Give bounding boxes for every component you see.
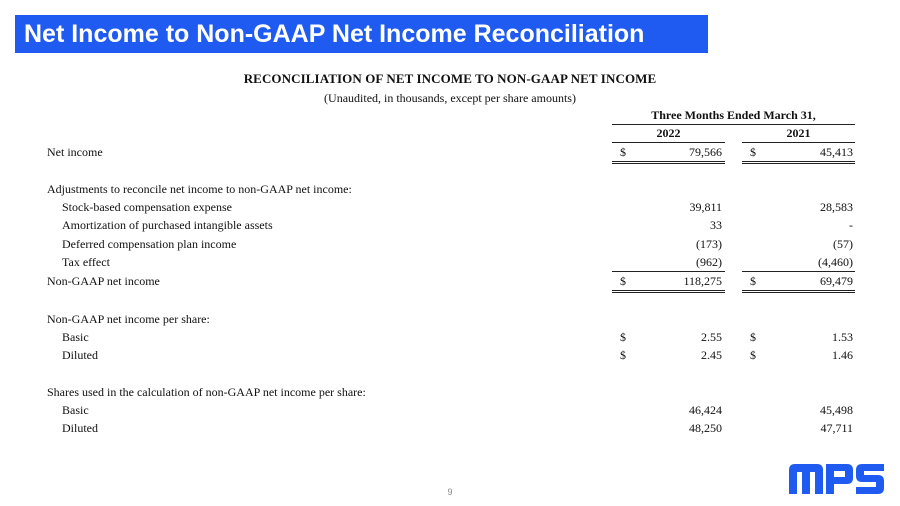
row-shares-basic [0, 401, 900, 419]
year-header-2022: 2022 [612, 126, 725, 143]
page-number: 9 [447, 487, 453, 497]
row-label: Basic [62, 330, 89, 344]
value-2021: 1.46 [832, 348, 853, 362]
row-tax-effect [0, 253, 900, 271]
currency-symbol: $ [750, 330, 756, 344]
row-per-share-basic [0, 328, 900, 346]
value-2022: (173) [696, 237, 722, 251]
value-2022: 79,566 [689, 145, 722, 159]
row-non-gaap-net-income [0, 272, 900, 290]
currency-symbol: $ [750, 274, 756, 288]
value-2021: (4,460) [818, 255, 853, 269]
year-header-2021: 2021 [742, 126, 855, 143]
row-label: Non-GAAP net income [47, 274, 160, 288]
double-rule [742, 290, 855, 293]
currency-symbol: $ [750, 145, 756, 159]
value-2021: - [849, 218, 853, 232]
value-2022: 2.55 [701, 330, 722, 344]
period-header: Three Months Ended March 31, [612, 108, 855, 125]
value-2021: 47,711 [820, 421, 853, 435]
row-shares-header [0, 383, 900, 401]
value-2021: 28,583 [820, 200, 853, 214]
value-2021: 45,413 [820, 145, 853, 159]
value-2022: 2.45 [701, 348, 722, 362]
row-label: Diluted [62, 421, 98, 435]
row-label: Deferred compensation plan income [62, 237, 237, 251]
value-2021: 69,479 [820, 274, 853, 288]
currency-symbol: $ [750, 348, 756, 362]
row-net-income [0, 143, 900, 161]
row-label: Net income [47, 145, 103, 159]
row-shares-diluted [0, 419, 900, 437]
value-2022: 33 [710, 218, 722, 232]
row-stock-based-compensation [0, 198, 900, 216]
row-label: Stock-based compensation expense [62, 200, 232, 214]
value-2022: 48,250 [689, 421, 722, 435]
table-heading: RECONCILIATION OF NET INCOME TO NON-GAAP NET INCOME [243, 71, 657, 86]
row-deferred-compensation [0, 235, 900, 253]
value-2021: 1.53 [832, 330, 853, 344]
value-2022: 46,424 [689, 403, 722, 417]
value-2021: 45,498 [820, 403, 853, 417]
section-label: Non-GAAP net income per share: [47, 312, 210, 326]
row-label: Tax effect [62, 255, 110, 269]
row-per-share-header [0, 310, 900, 328]
row-label: Amortization of purchased intangible assets [62, 218, 273, 232]
value-2021: (57) [833, 237, 853, 251]
mps-logo [789, 464, 884, 494]
slide-title: Net Income to Non-GAAP Net Income Reconciliation [15, 15, 708, 53]
row-amortization [0, 216, 900, 234]
value-2022: (962) [696, 255, 722, 269]
currency-symbol: $ [620, 330, 626, 344]
double-rule [612, 290, 725, 293]
double-rule [612, 161, 725, 164]
section-label: Adjustments to reconcile net income to non-GAAP net income: [47, 182, 352, 196]
row-per-share-diluted [0, 346, 900, 364]
value-2022: 118,275 [683, 274, 722, 288]
section-label: Shares used in the calculation of non-GAAP net income per share: [47, 385, 366, 399]
table-subheading: (Unaudited, in thousands, except per share amounts) [324, 91, 576, 105]
row-label: Diluted [62, 348, 98, 362]
currency-symbol: $ [620, 274, 626, 288]
row-adjustments-header [0, 180, 900, 198]
currency-symbol: $ [620, 145, 626, 159]
currency-symbol: $ [620, 348, 626, 362]
value-2022: 39,811 [689, 200, 722, 214]
double-rule [742, 161, 855, 164]
row-label: Basic [62, 403, 89, 417]
